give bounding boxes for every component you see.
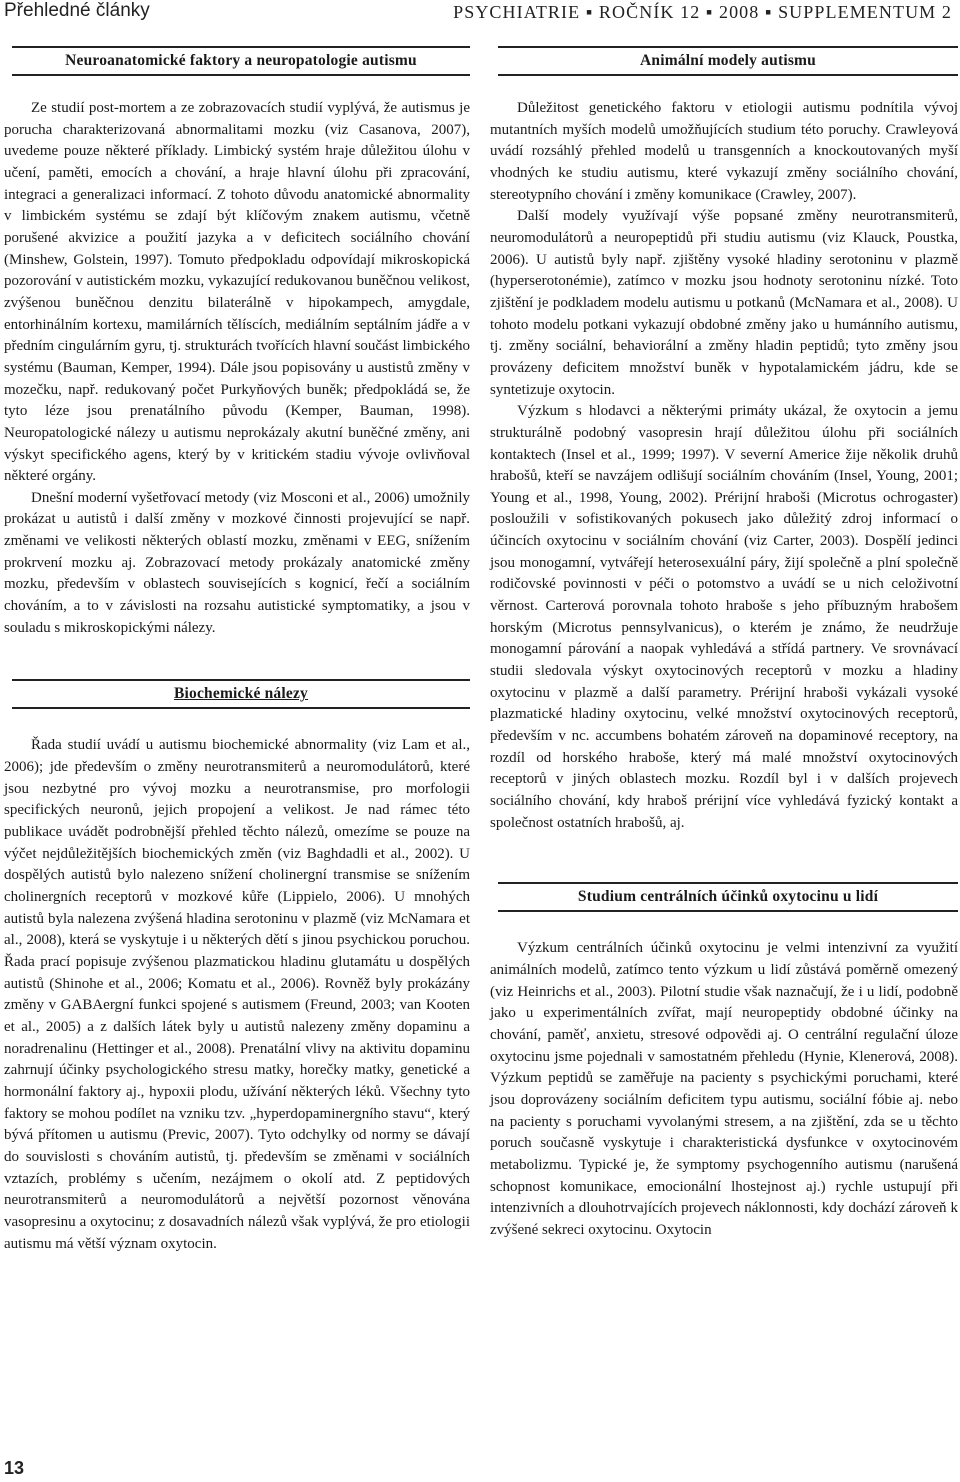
section-heading-box — [12, 679, 470, 709]
section-heading-animal-models: Animální modely autismu — [640, 52, 816, 69]
section-heading-box — [498, 46, 958, 76]
section-heading-neuroanatomy: Neuroanatomické faktory a neuropatologie autismu — [65, 52, 417, 69]
journal-info: PSYCHIATRIE ▪ ROČNÍK 12 ▪ 2008 ▪ SUPPLEMENTUM 2 — [453, 2, 952, 22]
section-heading-biochemistry: Biochemické nálezy — [173, 685, 309, 703]
paragraph: Důležitost genetického faktoru v etiologii autismu podnítila vývoj mutantních myších modelů umožňujících studium této poruchy. Crawleyová uvádí rozsáhlý přehled modelů u transgenních a knockoutovaných myší vhodných ke studiu autismu, které vykazují změny sociálního chování, stereotypního chování i změny komunikace (Crawley, 2007). — [490, 100, 958, 203]
paragraph: Ze studií post-mortem a ze zobrazovacích studií vyplývá, že autismus je porucha charakterizovaná abnormalitami mozku (viz Casanova, 2007), uvedeme pouze některé příklady. Limbický systém hraje důležitou úlohu v učení, paměti, emocích a chování, a hraje hlavní úlohu při zpracování, integraci a generalizaci informací. Z tohoto důvodu anatomické abnormality v limbickém systému se zdají být klíčovým znakem autismu, včetně porušené akvizice a použití jazyka a v deficitech sociálního chování (Minshew, Golstein, 1997). Tomuto předpokladu odpovídají mikroskopická pozorování v autistickém mozku, vykazující redukovanou buněčnou velikost, zvýšenou buněčnou denzitu bilaterálně v hipokampech, amygdale, entorhinálním kortexu, mamilárních tělíscích, mediálním septálním jádře a v předním cingulárním gyru, tj. strukturách tvořících hlavní součást limbického systému (Bauman, Kemper, 1994). Dále jsou popisovány u austistů změny v mozečku, např. redukovaný počet Purkyňových buněk; předpokládá se, že tyto léze jsou prenatálního původu (Kemper, Bauman, 1998). Neuropatologické nálezy u autismu neprokázaly akutní buněčné změny, ani výskyt specifického agens, který by v kritickém stadiu vývoje ovlivňoval některé orgány. — [4, 100, 470, 485]
section-heading-box — [12, 46, 470, 76]
paragraph: Řada studií uvádí u autismu biochemické abnormality (viz Lam et al., 2006); jde především o změny neurotransmiterů a neuromodulátorů, které jsou nezbytné pro vývoj mozku a neurotransmise, pro morfologii specifických neuronů, jejich propojení a velikost. Je nad rámec této publikace uvádět podrobnější přehled těchto nálezů, omezíme se pouze na výčet nejdůležitějších biochemických změn (viz Baghdadli et al., 2002). U dospělých autistů bylo nalezeno snížení cholinergní transmise se snížením cholinergních receptorů v mozkové kůře (Lippielo, 2006). U mnohých autistů byla nalezena zvýšená hladina serotoninu v plazmě (viz McNamara et al., 2008), která se vyskytuje i u některých dětí s jinou psychickou poruchou. Řada prací popisuje zvýšenou plazmatickou hladinu glutamátu u dospělých autistů (Shinohe et al., 2006; Komatu et al., 2006). Rovněž byly prokázány změny v GABAergní funkci spojené s autismem (Freund, 2003; van Kooten et al., 2005) a z dalších látek byly u autistů nalezeny změny dopaminu a noradrenalinu (Hettinger et al., 2008). Prenatální vlivy na aktivitu dopaminu zahrnují účinky psychologického stresu matky, horečky matky, genetické a hormonální faktory aj., hypoxii plodu, užívání některých léků. Všechny tyto faktory se mohou podílet na vzniku tzv. „hyperdopaminergního stavu“, který bývá přítomen u autismu (Previc, 2007). Tyto odchylky od normy se dávají do souvislosti s chováním autistů, tj. především se změnami v sociálních vztazích, problémy s učením, nezájmem o okolí atd. Z peptidových neurotransmiterů a neuromodulátorů a největší pozornost věnována vasopresinu a oxytocinu; z dosavadních nálezů však vyplývá, že pro etiologii autismu má větší význam oxytocin. — [4, 737, 470, 1252]
section-name: Přehledné články — [4, 0, 150, 21]
section-heading-box — [498, 882, 958, 912]
paragraph: Další modely využívají výše popsané změny neurotransmiterů, neuromodulátorů a neuropeptidů při studiu autismu (viz Klauck, Poustka, 2006). U autistů byly např. zjištěny vysoké hladiny serotoninu v plazmě (hyperserotonémie), zatímco v mozku jsou hodnoty serotoninu nízké. Toto zjištění je podkladem modelu autismu u potkanů (McNamara et al., 2008). U tohoto modelu potkani vykazují obdobné změny jako u humánního autismu, tj. změny sociální, behaviorální a změny hladin peptidů; tyto změny jsou provázeny deficitem množství buněk v hypotalamickém jádru, kde se syntetizuje oxytocin. — [490, 208, 958, 398]
left-column — [4, 46, 470, 1255]
paragraph: Výzkum s hlodavci a některými primáty ukázal, že oxytocin a jemu strukturálně podobný vasopresin hrají důležitou úlohu při sociálních kontaktech (Insel et al., 1999; 1997). V severní Americe žije několik druhů hrabošů, kteří se navzájem odlišují sociálním chováním (Insel, Young, 2001; Young et al., 1998, Young, 2002). Prérijní hraboši (Microtus ochrogaster) posloužili v sofistikovaných pokusech jako důležitý zdroj informací o účincích oxytocinu v sociálním chování (viz Carter, 2003). Dospělí jedinci jsou monogamní, vytvářejí heterosexuální páry, žijí společně a plní společně rodičovské povinnosti v péči o potomstvo a uvádí se u nich celoživotní věrnost. Carterová porovnala tohoto hraboše s jeho příbuzným hrabošem horským (Microtus pennsylvanicus), o kterém je známo, že neudržuje monogamní párování a naopak vyhledává a střídá partnery. Ve srovnávací studii sledovala výskyt oxytocinových receptorů v mozku a hladiny oxytocinu v plazmě a další parametry. Prérijní hraboši vykázali vysoké plazmatické hladiny oxytocinu, velké množství oxytocinových receptorů, především v nc. accumbens bohatém zároveň na dopaminové receptory, na rozdíl od horského hraboše, který má malé množství oxytocinových receptorů v jiných oblastech mozku. Rozdíl byl i v dalších projevech sociálního chování, kdy hraboš prérijní více vyhledává fyzický kontakt a společnost ostatních hrabošů, aj. — [490, 403, 958, 831]
paragraph: Výzkum centrálních účinků oxytocinu je velmi intenzivní za využití animálních modelů, zatímco tento výzkum u lidí zůstává poměrně omezený (viz Heinrichs et al., 2003). Pilotní studie však naznačují, že i u lidí, podobně jako u experimentálních zvířat, mají neuropeptidy obdobné účinky na chování, paměť, anxietu, stresové odpovědi aj. O centrální regulační úloze oxytocinu jsme pojednali v samostatném přehledu (Hynie, Klenerová, 2008). Výzkum peptidů se zaměřuje na pacienty s psychickými poruchami, které jsou doprovázeny sociálním deficitem typu autismu, sociální fóbie aj. nebo na pacienty s poruchami vyvolanými stresem, a na zjištění, zda se u těchto poruch současně vyskytuje i charakteristická dysfunkce v oxytocinovém metabolizmu. Typické je, že symptomy psychogenního autismu (narušená schopnost komunikace, emocionální lhostejnost aj.) rychle ustupují při intenzivních a dlouhotrvajících projevech náklonnosti, kdy dochází zároveň k zvýšené sekreci oxytocinu. Oxytocin — [490, 940, 958, 1238]
paragraph: Dnešní moderní vyšetřovací metody (viz Mosconi et al., 2006) umožnily prokázat u autistů i další změny v mozkové činnosti projevující se např. změnami ve velikosti některých oblastí mozku, změnami v EEG, snížením prokrvení mozku aj. Zobrazovací metody prokázaly anatomické změny mozku, především v oblastech souvisejících s kognicí, řečí a sociálním chováním, a to v závislosti na rozsahu autistické symptomatiky, a jsou v souladu s mikroskopickými nálezy. — [4, 489, 470, 636]
running-header — [0, 0, 960, 24]
right-column — [490, 46, 958, 1242]
page-number: 13 — [4, 1458, 25, 1478]
section-heading-oxytocin-humans: Studium centrálních účinků oxytocinu u lidí — [577, 888, 879, 906]
